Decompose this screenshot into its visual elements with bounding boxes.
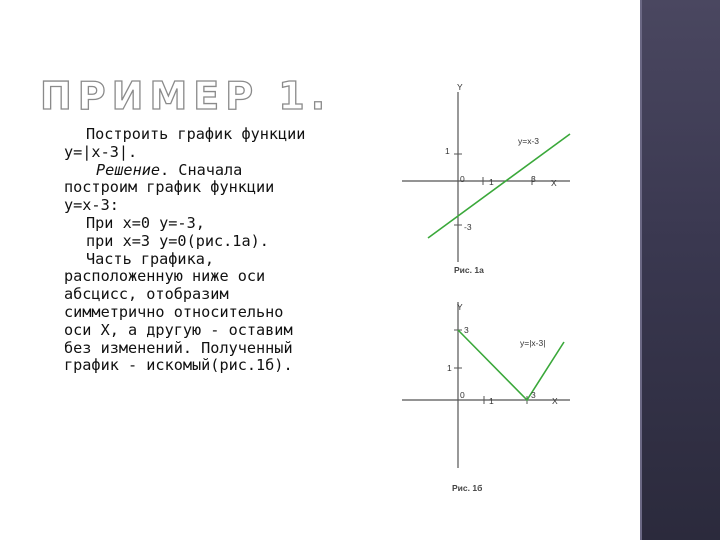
point-x3: при x=3 y=0(рис.1а). — [86, 231, 269, 250]
graph-b-y-label: Y — [457, 302, 463, 312]
task-paragraph: Построить график функции y=|x-3|. — [64, 125, 306, 161]
graph-a-x1-label: 1 — [489, 177, 494, 187]
graph-a-caption: Рис. 1а — [454, 265, 484, 275]
graph-a-x-label: X — [551, 178, 557, 188]
graph-b-line — [458, 330, 564, 400]
decorative-side-band — [640, 0, 720, 540]
graph-b-y3-label: 3 — [464, 325, 469, 335]
slide-title: ПРИМЕР 1. — [40, 74, 332, 118]
graph-b-caption: Рис. 1б — [452, 483, 483, 493]
graph-a-x3-label: 3 — [531, 174, 536, 184]
solution-paragraph — [64, 162, 314, 215]
graph-a-y1-label: 1 — [445, 146, 450, 156]
graphs-figure — [400, 70, 620, 500]
graph-b-line-label: y=|x-3| — [520, 338, 546, 348]
graph-a-origin-label: 0 — [460, 174, 465, 184]
reflection-paragraph: Часть графика, расположенную ниже оси абсцисс, отобразим симметрично относительно оси X, а другую - оставим без изменений. Полученный график - искомый(рис.1б). — [64, 249, 293, 375]
graph-a-line-label: y=x-3 — [518, 136, 540, 146]
graph-a-ym3-label: -3 — [464, 222, 472, 232]
solution-label: Решение — [96, 160, 161, 179]
graph-b-x-label: X — [552, 396, 558, 406]
point-x0: При x=0 y=-3, — [86, 213, 205, 232]
graph-a-y-label: Y — [457, 82, 463, 92]
body-text — [64, 126, 314, 375]
graph-b-y1-label: 1 — [447, 363, 452, 373]
solution-text: . Сначала построим график функции y=x-3: — [64, 160, 275, 215]
graph-b-x3-label: 3 — [531, 390, 536, 400]
graph-b — [402, 302, 570, 493]
graph-b-origin-label: 0 — [460, 390, 465, 400]
graph-a — [402, 82, 570, 275]
graph-b-x1-label: 1 — [489, 396, 494, 406]
